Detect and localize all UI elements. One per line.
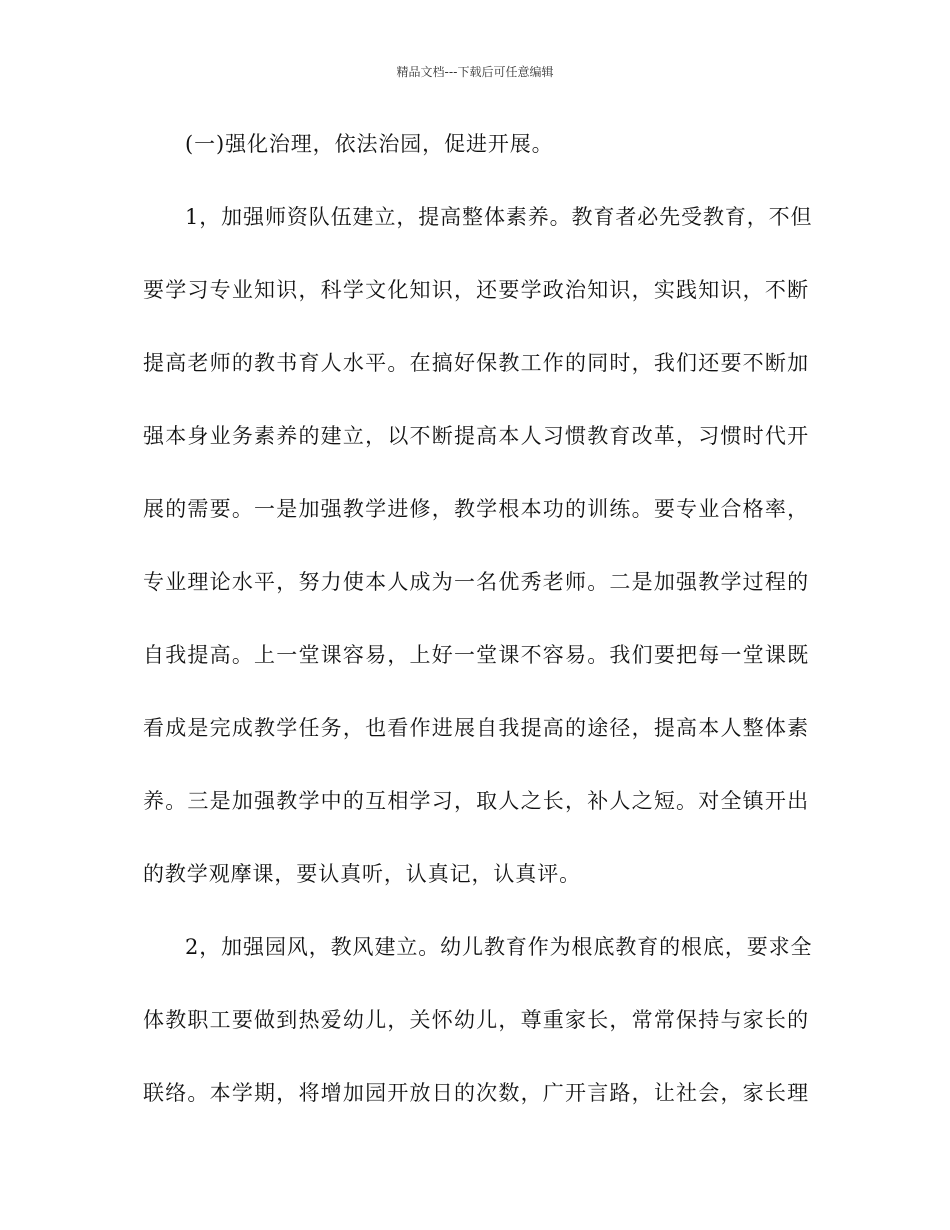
paragraph-line: 的教学观摩课，要认真听，认真记，认真评。: [143, 862, 581, 886]
section-heading: (一)强化治理，依法治园，促进开展。: [185, 132, 554, 156]
page-header: 精品文档---下载后可任意编辑: [396, 65, 554, 79]
paragraph-line: 1，加强师资队伍建立，提高整体素养。教育者必先受教育，不但: [185, 205, 813, 229]
paragraph-line: 自我提高。上一堂课容易，上好一堂课不容易。我们要把每一堂课既: [143, 643, 809, 667]
paragraph-line: 联络。本学期，将增加园开放日的次数，广开言路，让社会，家长理: [143, 1081, 809, 1105]
paragraph-line: 养。三是加强教学中的互相学习，取人之长，补人之短。对全镇开出: [143, 789, 809, 813]
paragraph-line: 体教职工要做到热爱幼儿，关怀幼儿，尊重家长，常常保持与家长的: [143, 1008, 809, 1032]
paragraph-line: 要学习专业知识，科学文化知识，还要学政治知识，实践知识，不断: [143, 278, 809, 302]
paragraph-line: 2，加强园风，教风建立。幼儿教育作为根底教育的根底，要求全: [185, 935, 813, 959]
paragraph-line: 专业理论水平，努力使本人成为一名优秀老师。二是加强教学过程的: [143, 570, 809, 594]
paragraph-line: 强本身业务素养的建立，以不断提高本人习惯教育改革，习惯时代开: [143, 424, 809, 448]
document-body: [143, 124, 813, 1146]
paragraph-line: 提高老师的教书育人水平。在搞好保教工作的同时，我们还要不断加: [143, 351, 809, 375]
paragraph-line: 展的需要。一是加强教学进修，教学根本功的训练。要专业合格率，: [143, 497, 809, 521]
paragraph-line: 看成是完成教学任务，也看作进展自我提高的途径，提高本人整体素: [143, 716, 809, 740]
